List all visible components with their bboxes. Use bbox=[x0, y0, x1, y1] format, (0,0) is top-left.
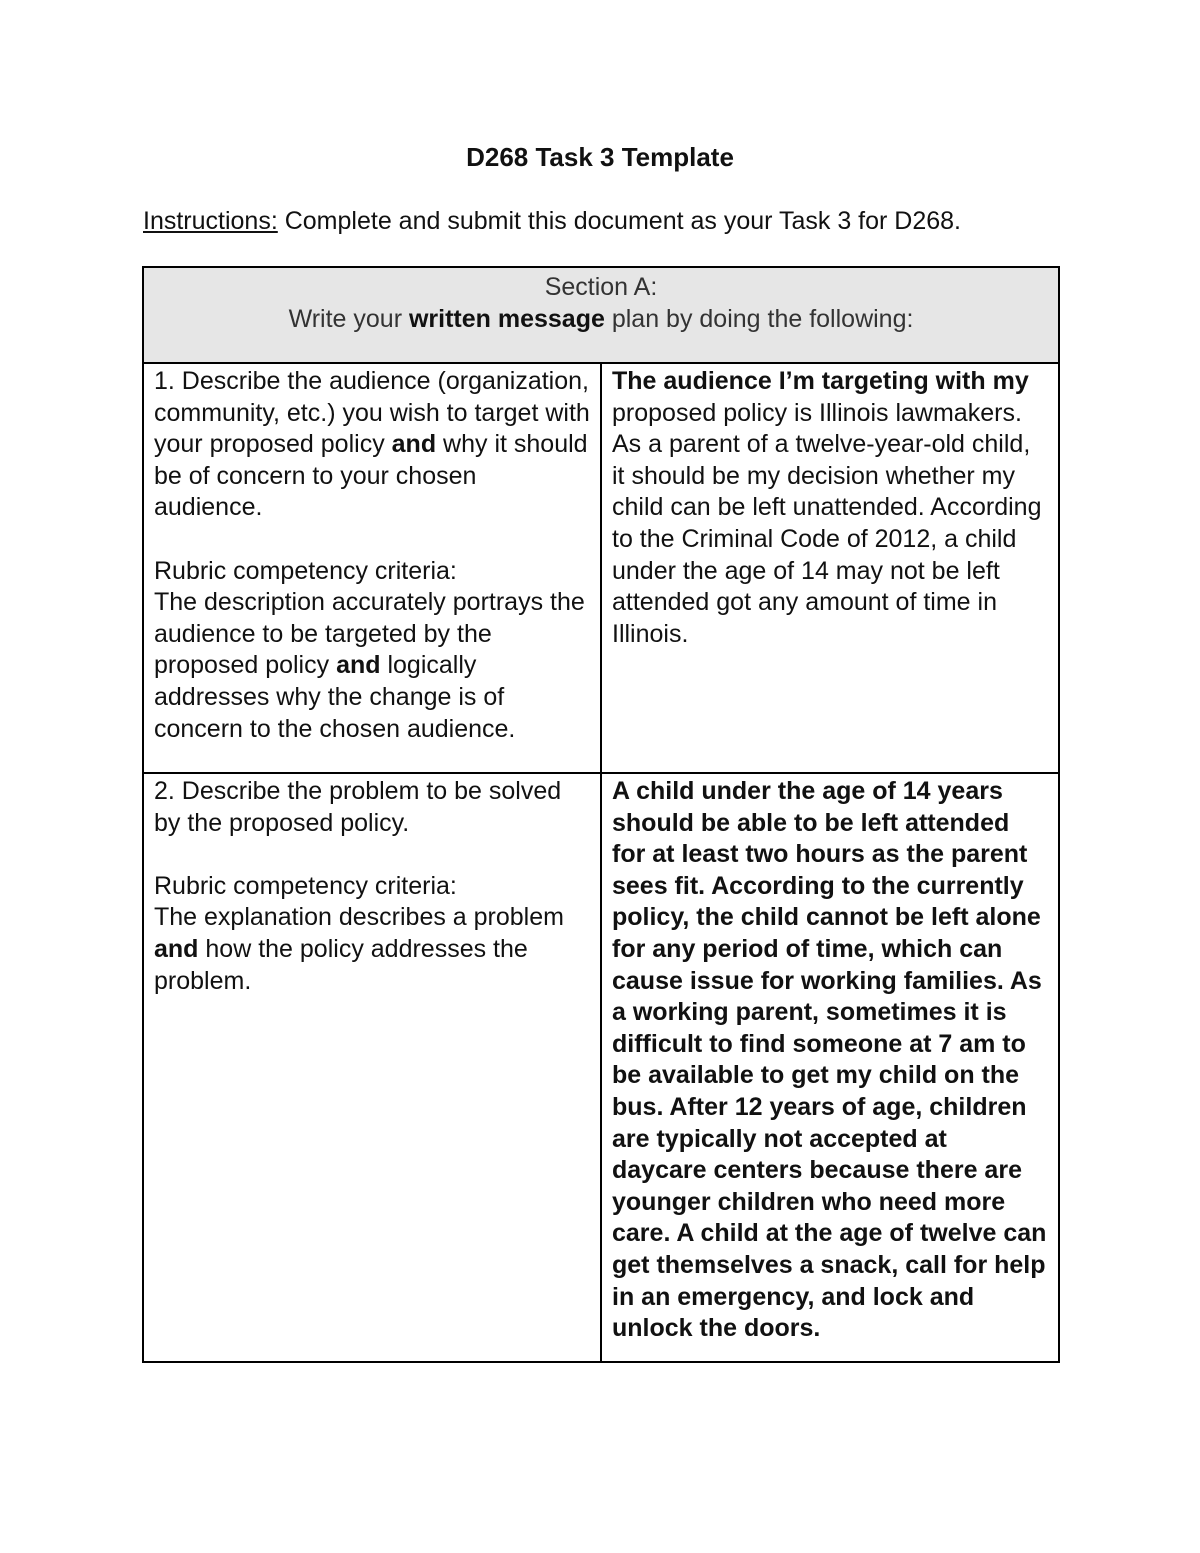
rubric-label-1: Rubric competency criteria: bbox=[154, 556, 457, 585]
instructions-line bbox=[143, 203, 1103, 239]
prompt-text-1 bbox=[154, 366, 590, 524]
section-subtitle-post: plan by doing the following: bbox=[604, 305, 914, 333]
answer-1-lead: The audience I’m targeting with my bbox=[612, 367, 1029, 395]
prompt-cell-1 bbox=[143, 363, 601, 773]
prompt-1-bold: and bbox=[391, 430, 437, 459]
answer-1-body: proposed policy is Illinois lawmakers. As a parent of a twelve-year-old child, it should be my decision whether my child can be left unattended. According to the Criminal Code of 2012, a child under the age of 14 may not be left attended got any amount of time in Illinois. bbox=[612, 398, 1042, 648]
table-row bbox=[143, 363, 1059, 773]
answer-text-2: A child under the age of 14 years should be able to be left attended for at least two hours as the parent sees fit. According to the currently policy, the child cannot be left alone for any period of time, which can cause issue for working families. As a working parent, sometimes it is difficult to find someone at 7 am to be available to get my child on the bus. After 12 years of age, children are typically not accepted at daycare centers because there are younger children who need more care. A child at the age of twelve can get themselves a snack, call for help in an emergency, and lock and unlock the doors. bbox=[612, 777, 1047, 1343]
rubric-1-post: logically addresses why the change is of concern to the chosen audience. bbox=[154, 651, 516, 743]
section-subtitle bbox=[144, 303, 1058, 335]
table-row bbox=[143, 773, 1059, 1362]
prompt-text-2: 2. Describe the problem to be solved by the proposed policy. bbox=[154, 777, 562, 837]
instructions-label: Instructions: bbox=[143, 207, 278, 235]
rubric-2-post: how the policy addresses the problem. bbox=[154, 934, 528, 995]
section-header-row bbox=[143, 267, 1059, 363]
prompt-1-pre: 1. Describe the audience (organization, community, etc.) you wish to target with your proposed policy bbox=[154, 367, 590, 459]
rubric-2-bold: and bbox=[154, 934, 199, 963]
section-subtitle-pre: Write your bbox=[288, 305, 409, 333]
answer-text-1 bbox=[612, 366, 1048, 650]
section-title: Section A: bbox=[544, 273, 658, 301]
rubric-text-1 bbox=[154, 587, 590, 745]
instructions-text: Complete and submit this document as your Task 3 for D268. bbox=[277, 207, 961, 235]
answer-cell-2[interactable] bbox=[601, 773, 1059, 1362]
section-header-cell bbox=[143, 267, 1059, 363]
rubric-2-pre: The explanation describes a problem bbox=[154, 903, 564, 932]
document-title: D268 Task 3 Template bbox=[466, 142, 734, 172]
section-subtitle-bold: written message bbox=[408, 305, 605, 333]
rubric-text-2 bbox=[154, 902, 590, 997]
rubric-label-2: Rubric competency criteria: bbox=[154, 871, 457, 900]
prompt-cell-2 bbox=[143, 773, 601, 1362]
answer-cell-1[interactable] bbox=[601, 363, 1059, 773]
task-table bbox=[142, 266, 1060, 1363]
rubric-1-bold: and bbox=[336, 651, 381, 680]
rubric-1-pre: The description accurately portrays the audience to be targeted by the proposed policy bbox=[154, 588, 585, 680]
prompt-1-post: why it should be of concern to your chosen audience. bbox=[154, 430, 588, 522]
